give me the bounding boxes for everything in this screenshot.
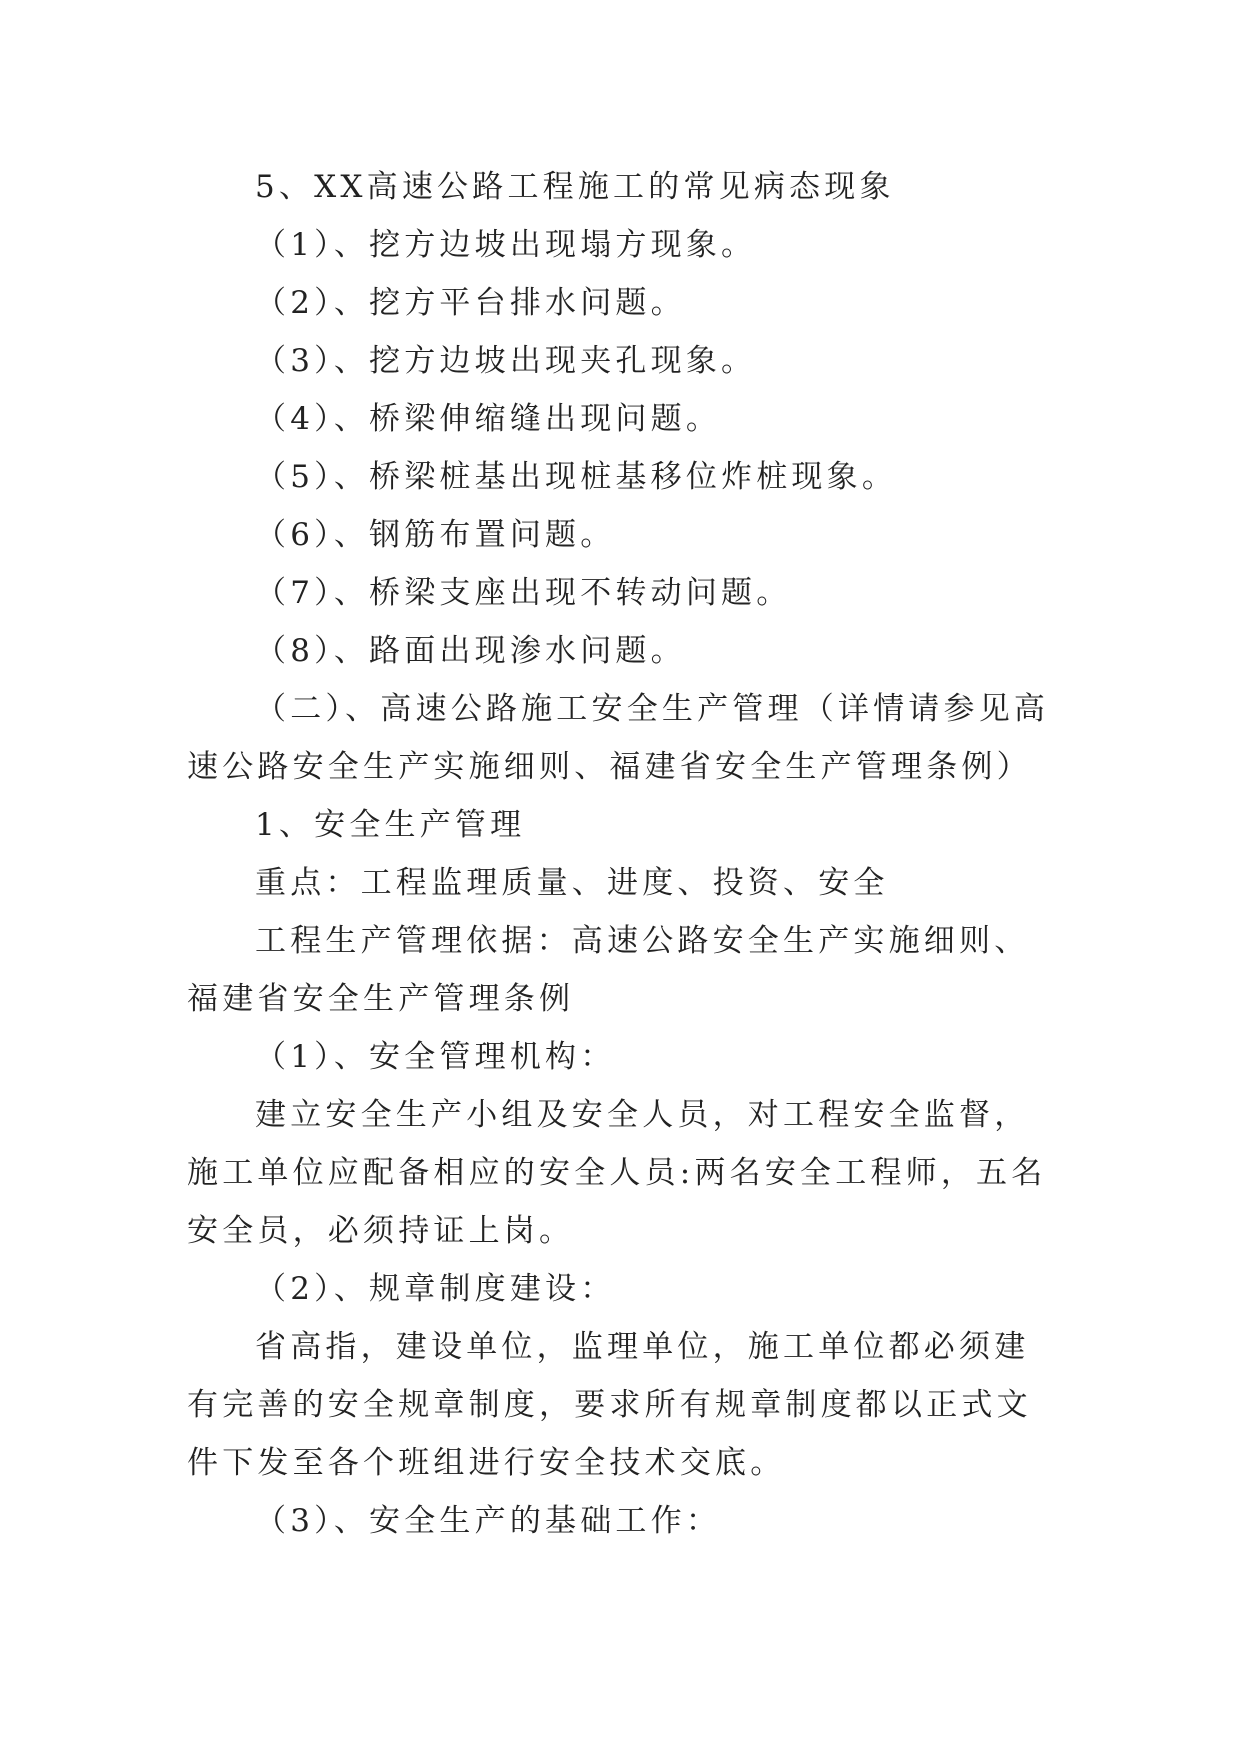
list-item: （4）、桥梁伸缩缝出现问题。 [255,401,722,437]
list-item: （1）、挖方边坡出现塌方现象。 [255,227,757,263]
body-paragraph: 建立安全生产小组及安全人员，对工程安全监督，施工单位应配备相应的安全人员:两名安全工程师，五名安全员，必须持证上岗。 [187,1097,1047,1249]
list-item: （6）、钢筋布置问题。 [255,517,616,553]
list-item: （1）、安全管理机构： [255,1039,616,1075]
section-heading: （二）、高速公路施工安全生产管理（详情请参见高速公路安全生产实施细则、福建省安全生产管理条例） [187,691,1050,785]
subsection-heading: 1、安全生产管理 [255,807,526,843]
body-paragraph: 省高指，建设单位，监理单位，施工单位都必须建有完善的安全规章制度，要求所有规章制度都以正式文件下发至各个班组进行安全技术交底。 [187,1329,1032,1481]
list-item: （2）、规章制度建设： [255,1271,616,1307]
document-body [187,158,1055,1550]
list-item: （3）、挖方边坡出现夹孔现象。 [255,343,757,379]
section-heading: 5、XX高速公路工程施工的常见病态现象 [255,169,895,205]
body-paragraph: 重点：工程监理质量、进度、投资、安全 [255,865,889,901]
list-item: （2）、挖方平台排水问题。 [255,285,686,321]
list-item: （7）、桥梁支座出现不转动问题。 [255,575,792,611]
list-item: （8）、路面出现渗水问题。 [255,633,686,669]
list-item: （5）、桥梁桩基出现桩基移位炸桩现象。 [255,459,898,495]
body-paragraph: 工程生产管理依据：高速公路安全生产实施细则、福建省安全生产管理条例 [187,923,1030,1017]
list-item: （3）、安全生产的基础工作： [255,1503,722,1539]
